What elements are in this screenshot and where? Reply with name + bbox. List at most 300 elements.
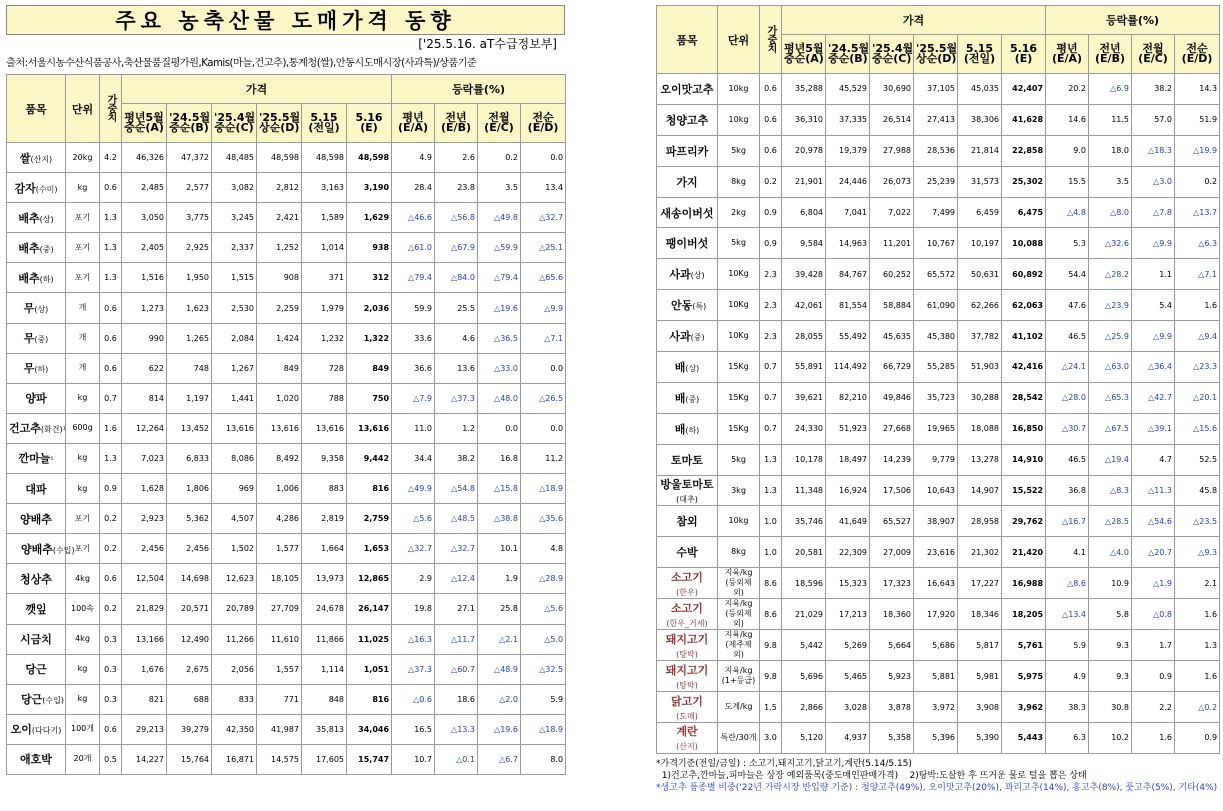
- rate-value: △23.5: [1175, 506, 1220, 537]
- row-item-name: [7, 143, 66, 173]
- price-value: 8,492: [257, 443, 302, 473]
- rate-value: △79.4: [392, 263, 435, 293]
- rate-value: 51.9: [1175, 104, 1220, 135]
- rate-value: △32.7: [521, 203, 566, 233]
- table-row: [7, 263, 566, 293]
- price-value: 688: [167, 684, 212, 714]
- item-variety: (탕박): [676, 680, 698, 690]
- rate-value: 15.5: [1046, 166, 1089, 197]
- price-value: 5,358: [870, 723, 914, 754]
- price-value: 30,288: [958, 382, 1002, 413]
- rate-value: 28.4: [392, 173, 435, 203]
- price-value: 12,504: [122, 564, 167, 594]
- price-value: 45,529: [826, 74, 870, 105]
- price-value: 3,775: [167, 203, 212, 233]
- price-value: 5,817: [958, 630, 1002, 661]
- item-name: 무: [23, 332, 35, 346]
- item-name: 배추: [18, 211, 40, 225]
- rate-value: 1.9: [478, 564, 521, 594]
- item-name: 시금치: [20, 633, 52, 647]
- header-rate-col-line2: (E/D): [1181, 52, 1213, 65]
- rate-value: △7.8: [1132, 197, 1175, 228]
- price-today: 41,102: [1002, 321, 1046, 352]
- rate-value: △42.7: [1132, 382, 1175, 413]
- price-value: 2,812: [257, 173, 302, 203]
- row-unit: kg: [66, 474, 100, 504]
- rate-value: △28.5: [1089, 506, 1132, 537]
- header-rate-col-line1: 전순: [532, 111, 554, 124]
- price-value: 26,514: [870, 104, 914, 135]
- rate-value: △24.1: [1046, 352, 1089, 383]
- price-today: 1,653: [347, 534, 392, 564]
- header-price-col-line2: 중순(B): [828, 52, 868, 65]
- rate-value: 0.9: [1175, 723, 1220, 754]
- price-value: 849: [257, 353, 302, 383]
- price-value: 728: [302, 353, 347, 383]
- row-item-name: [7, 203, 66, 233]
- price-value: 18,105: [257, 564, 302, 594]
- price-value: 2,675: [167, 654, 212, 684]
- item-name: 오이맛고추: [660, 82, 714, 96]
- price-value: 2,923: [122, 504, 167, 534]
- row-item-name: [657, 444, 718, 475]
- price-value: 748: [167, 353, 212, 383]
- right-panel: [656, 5, 1219, 808]
- table-row: [7, 203, 566, 233]
- row-weight: 3.0: [760, 723, 782, 754]
- price-value: 6,459: [958, 197, 1002, 228]
- rate-value: △20.7: [1132, 537, 1175, 568]
- header-price-col: [212, 104, 257, 143]
- rate-value: 10.7: [392, 744, 435, 774]
- price-value: 20,789: [212, 594, 257, 624]
- price-value: 13,973: [302, 564, 347, 594]
- price-value: 42,350: [212, 714, 257, 744]
- table-row: [7, 173, 566, 203]
- price-value: 771: [257, 684, 302, 714]
- price-value: 10,767: [914, 228, 958, 259]
- price-value: 19,965: [914, 413, 958, 444]
- price-today: 11,025: [347, 624, 392, 654]
- item-name: 닭고기: [671, 694, 703, 708]
- price-value: 82,210: [826, 382, 870, 413]
- row-weight: 1.3: [100, 203, 122, 233]
- rate-value: △65.3: [1089, 382, 1132, 413]
- table-row: [657, 506, 1220, 537]
- price-value: 7,022: [870, 197, 914, 228]
- price-value: 55,285: [914, 352, 958, 383]
- row-unit: kg: [66, 443, 100, 473]
- header-price-col-line1: 5.16: [355, 111, 383, 124]
- header-rate-col-line1: 전년: [445, 111, 467, 124]
- header-rate-col-line2: (E/A): [1051, 52, 1083, 65]
- row-item-name: [657, 382, 718, 413]
- header-rate-col-line1: 전순: [1186, 42, 1208, 55]
- row-item-name: [657, 166, 718, 197]
- price-value: 49,846: [870, 382, 914, 413]
- price-value: 9,584: [782, 228, 826, 259]
- row-item-name: [7, 293, 66, 323]
- price-value: 11,348: [782, 475, 826, 506]
- rate-value: 4.9: [1046, 661, 1089, 692]
- rate-value: 46.5: [1046, 321, 1089, 352]
- row-weight: 1.3: [760, 444, 782, 475]
- rate-value: 16.8: [478, 443, 521, 473]
- price-value: 17,323: [870, 568, 914, 599]
- rate-value: △54.6: [1132, 506, 1175, 537]
- rate-value: △36.5: [478, 323, 521, 353]
- price-value: 41,987: [257, 714, 302, 744]
- table-row: [657, 630, 1220, 661]
- rate-value: △7.1: [1175, 259, 1220, 290]
- row-item-name: [7, 263, 66, 293]
- price-today: 816: [347, 684, 392, 714]
- rate-value: 5.3: [1046, 228, 1089, 259]
- price-today: 16,988: [1002, 568, 1046, 599]
- row-weight: 2.3: [760, 259, 782, 290]
- item-name: 돼지고기: [665, 632, 709, 646]
- header-rate-col-line1: 평년: [1056, 42, 1078, 55]
- header-item: 품목: [657, 6, 718, 74]
- row-unit: 지육/kg (1+등급): [718, 661, 760, 692]
- row-unit: 10Kg: [718, 259, 760, 290]
- item-name: 양배추: [21, 542, 53, 556]
- price-value: 48,485: [212, 143, 257, 173]
- price-value: 1,516: [122, 263, 167, 293]
- item-variety: (산지): [30, 154, 53, 164]
- price-value: 13,166: [122, 624, 167, 654]
- price-today: 12,865: [347, 564, 392, 594]
- header-price-col: [167, 104, 212, 143]
- row-weight: 4.2: [100, 143, 122, 173]
- row-weight: 0.6: [760, 74, 782, 105]
- price-value: 5,686: [914, 630, 958, 661]
- rate-value: △7.1: [521, 323, 566, 353]
- price-value: 833: [212, 684, 257, 714]
- row-unit: 5kg: [718, 135, 760, 166]
- header-price-col-line2: 중순(B): [169, 121, 209, 134]
- header-price-col: [958, 35, 1002, 74]
- table-row: [657, 74, 1220, 105]
- header-price: 가격: [122, 75, 392, 104]
- table-row: [7, 353, 566, 383]
- header-rate-col-line2: (E/C): [1138, 52, 1168, 65]
- rate-value: 25.5: [435, 293, 478, 323]
- table-row: [7, 564, 566, 594]
- rate-value: 10.2: [1089, 723, 1132, 754]
- rate-value: △23.9: [1089, 290, 1132, 321]
- rate-value: 8.0: [521, 744, 566, 774]
- price-value: 27,709: [257, 594, 302, 624]
- left-panel: [6, 5, 565, 808]
- row-weight: 0.6: [100, 714, 122, 744]
- table-row: [657, 475, 1220, 506]
- rate-value: 45.8: [1175, 475, 1220, 506]
- item-name: 깐마늘: [18, 452, 51, 466]
- header-price-col-line2: 상순(D): [259, 121, 300, 134]
- table-row: [7, 443, 566, 473]
- price-value: 65,572: [914, 259, 958, 290]
- price-value: 39,428: [782, 259, 826, 290]
- price-value: 1,232: [302, 323, 347, 353]
- row-weight: 0.9: [100, 474, 122, 504]
- row-weight: 9.8: [760, 661, 782, 692]
- rate-value: △60.7: [435, 654, 478, 684]
- rate-value: △0.6: [392, 684, 435, 714]
- item-variety: (탕박): [676, 649, 698, 659]
- rate-value: 0.0: [521, 143, 566, 173]
- price-value: 969: [212, 474, 257, 504]
- table-row: [657, 104, 1220, 135]
- price-value: 18,360: [870, 599, 914, 630]
- price-value: 13,278: [958, 444, 1002, 475]
- item-name: 쌀: [19, 151, 31, 165]
- rate-value: 23.8: [435, 173, 478, 203]
- row-unit: 100개: [66, 714, 100, 744]
- price-value: 28,536: [914, 135, 958, 166]
- price-today: 42,407: [1002, 74, 1046, 105]
- item-name: 애호박: [20, 753, 52, 767]
- header-price-col-line2: 상순(D): [916, 52, 957, 65]
- row-item-name: [7, 594, 66, 624]
- price-value: 12,264: [122, 413, 167, 443]
- table-row: [7, 714, 566, 744]
- row-unit: 4kg: [66, 624, 100, 654]
- price-value: 821: [122, 684, 167, 714]
- row-item-name: [7, 654, 66, 684]
- item-variety: (한우_거세): [666, 618, 708, 628]
- row-weight: 0.6: [100, 173, 122, 203]
- price-value: 1,676: [122, 654, 167, 684]
- price-value: 16,643: [914, 568, 958, 599]
- price-value: 6,833: [167, 443, 212, 473]
- price-value: 8,086: [212, 443, 257, 473]
- row-item-name: [7, 413, 66, 443]
- price-value: 21,302: [958, 537, 1002, 568]
- price-value: 14,227: [122, 744, 167, 774]
- table-row: [657, 537, 1220, 568]
- table-row: [657, 599, 1220, 630]
- rate-value: 27.1: [435, 594, 478, 624]
- price-value: 2,337: [212, 233, 257, 263]
- price-value: 2,925: [167, 233, 212, 263]
- row-unit: kg: [66, 654, 100, 684]
- header-price-col-line1: 5.15: [965, 42, 994, 55]
- price-value: 1,502: [212, 534, 257, 564]
- rate-value: △18.9: [521, 714, 566, 744]
- price-value: 21,829: [122, 594, 167, 624]
- table-row: [7, 744, 566, 774]
- price-value: 11,266: [212, 624, 257, 654]
- price-value: 3,082: [212, 173, 257, 203]
- rate-value: 5.9: [1046, 630, 1089, 661]
- price-table-left: [6, 74, 566, 775]
- row-item-name: [7, 534, 75, 564]
- rate-value: △13.4: [1046, 599, 1089, 630]
- table-row: [657, 723, 1220, 754]
- rate-value: 38.3: [1046, 692, 1089, 723]
- row-weight: 0.2: [100, 504, 122, 534]
- price-today: 1,322: [347, 323, 392, 353]
- rate-value: △28.9: [521, 564, 566, 594]
- price-value: 21,029: [782, 599, 826, 630]
- rate-value: △38.8: [478, 504, 521, 534]
- item-name: 배: [674, 391, 686, 405]
- price-today: 5,443: [1002, 723, 1046, 754]
- price-value: 3,878: [870, 692, 914, 723]
- price-value: 788: [302, 383, 347, 413]
- header-price-col: [870, 35, 914, 74]
- item-name: 가지: [676, 175, 698, 189]
- price-value: 24,446: [826, 166, 870, 197]
- header-rate-col: [1132, 35, 1175, 74]
- row-item-name: [7, 353, 66, 383]
- row-unit: 600g: [66, 413, 100, 443]
- price-value: 10,178: [782, 444, 826, 475]
- price-value: 27,988: [870, 135, 914, 166]
- row-unit: 포기: [66, 504, 100, 534]
- rate-value: △19.4: [1089, 444, 1132, 475]
- price-value: 22,309: [826, 537, 870, 568]
- row-unit: 8kg: [718, 166, 760, 197]
- rate-value: △26.5: [521, 383, 566, 413]
- header-rate-col-line2: (E/B): [1095, 52, 1125, 65]
- price-value: 2,405: [122, 233, 167, 263]
- price-value: 24,678: [302, 594, 347, 624]
- row-unit: 5kg: [718, 228, 760, 259]
- price-value: 3,908: [958, 692, 1002, 723]
- price-value: 1,589: [302, 203, 347, 233]
- row-unit: 특란/30개: [718, 723, 760, 754]
- table-row: [657, 568, 1220, 599]
- price-value: 7,499: [914, 197, 958, 228]
- price-value: 12,623: [212, 564, 257, 594]
- rate-value: △59.9: [478, 233, 521, 263]
- rate-value: 4.1: [1046, 537, 1089, 568]
- row-unit: 포기: [66, 534, 100, 564]
- item-name: 수박: [676, 546, 698, 560]
- item-variety: (화건)¹: [40, 425, 66, 435]
- row-unit: 15Kg: [718, 382, 760, 413]
- rate-value: 34.4: [392, 443, 435, 473]
- rate-value: △16.3: [392, 624, 435, 654]
- rate-value: 4.9: [392, 143, 435, 173]
- header-price-col: [782, 35, 826, 74]
- item-variety: (중): [685, 394, 700, 404]
- rate-value: 16.5: [392, 714, 435, 744]
- row-item-name: [657, 135, 718, 166]
- row-unit: 개: [66, 353, 100, 383]
- row-item-name: [7, 714, 66, 744]
- price-value: 17,506: [870, 475, 914, 506]
- table-row: [657, 692, 1220, 723]
- table-row: [657, 135, 1220, 166]
- row-unit: 10Kg: [718, 321, 760, 352]
- rate-value: △9.9: [1132, 321, 1175, 352]
- price-value: 30,690: [870, 74, 914, 105]
- row-weight: 0.6: [100, 293, 122, 323]
- table-row: [657, 352, 1220, 383]
- item-variety: (도매): [676, 711, 698, 721]
- rate-value: △67.9: [435, 233, 478, 263]
- row-weight: 1.6: [100, 413, 122, 443]
- price-value: 13,616: [257, 413, 302, 443]
- rate-value: △49.8: [478, 203, 521, 233]
- rate-value: △23.3: [1175, 352, 1220, 383]
- header-price-col-line2: 중순(A): [784, 52, 824, 65]
- item-name: 파프리카: [665, 144, 709, 158]
- rate-value: △67.5: [1089, 413, 1132, 444]
- table-row: [657, 166, 1220, 197]
- row-unit: 10Kg: [718, 290, 760, 321]
- row-weight: 1.0: [760, 537, 782, 568]
- header-rate-col: [1175, 35, 1220, 74]
- rate-value: 4.8: [521, 534, 566, 564]
- rate-value: 0.0: [521, 353, 566, 383]
- row-unit: 15Kg: [718, 413, 760, 444]
- price-today: 62,063: [1002, 290, 1046, 321]
- item-name: 소고기: [671, 570, 703, 584]
- item-name: 감자: [14, 181, 36, 195]
- rate-value: △30.7: [1046, 413, 1089, 444]
- item-variety: (상): [34, 305, 49, 315]
- price-value: 12,490: [167, 624, 212, 654]
- rate-value: △28.0: [1046, 382, 1089, 413]
- rate-value: 6.3: [1046, 723, 1089, 754]
- rate-value: △0.2: [1175, 692, 1220, 723]
- table-row: [7, 233, 566, 263]
- price-value: 2,456: [167, 534, 212, 564]
- row-unit: 지육/kg (등외제외): [718, 568, 760, 599]
- price-value: 31,573: [958, 166, 1002, 197]
- rate-value: △9.3: [1175, 537, 1220, 568]
- rate-value: 14.6: [1046, 104, 1089, 135]
- price-today: 22,858: [1002, 135, 1046, 166]
- rate-value: △37.3: [392, 654, 435, 684]
- rate-value: 11.5: [1089, 104, 1132, 135]
- price-value: 17,227: [958, 568, 1002, 599]
- table-row: [7, 143, 566, 173]
- rate-value: 1.6: [1175, 290, 1220, 321]
- price-value: 38,306: [958, 104, 1002, 135]
- price-value: 5,120: [782, 723, 826, 754]
- price-value: 5,465: [826, 661, 870, 692]
- price-today: 10,088: [1002, 228, 1046, 259]
- price-value: 1,020: [257, 383, 302, 413]
- rate-value: △9.9: [1132, 228, 1175, 259]
- rate-value: △19.6: [478, 293, 521, 323]
- price-value: 37,782: [958, 321, 1002, 352]
- header-price-col-line2: 중순(C): [872, 52, 912, 65]
- table-row: [657, 321, 1220, 352]
- price-value: 7,023: [122, 443, 167, 473]
- header-price-col: [826, 35, 870, 74]
- rate-value: △20.1: [1175, 382, 1220, 413]
- rate-value: △15.8: [478, 474, 521, 504]
- rate-value: △61.0: [392, 233, 435, 263]
- price-today: 5,975: [1002, 661, 1046, 692]
- header-rate-col-line2: (E/B): [441, 121, 471, 134]
- row-unit: 10kg: [718, 104, 760, 135]
- price-value: 1,628: [122, 474, 167, 504]
- header-unit: 단위: [718, 6, 760, 74]
- rate-value: △2.0: [478, 684, 521, 714]
- row-unit: 15Kg: [718, 352, 760, 383]
- price-today: 28,542: [1002, 382, 1046, 413]
- price-value: 1,006: [257, 474, 302, 504]
- rate-value: 18.0: [1089, 135, 1132, 166]
- price-value: 2,485: [122, 173, 167, 203]
